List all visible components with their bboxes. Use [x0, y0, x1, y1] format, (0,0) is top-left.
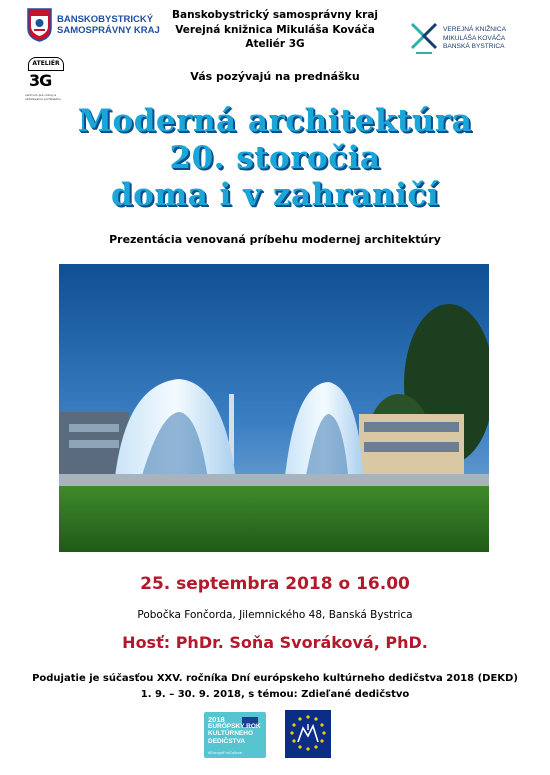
- atelier-caption: centrum pre rozvoj a vzdelávanie architektov: [25, 93, 61, 101]
- invitation-text: Vás pozývajú na prednášku: [190, 70, 360, 83]
- title-line-2: 20. storočia: [169, 140, 381, 176]
- ehr-line-1: EURÓPSKY ROK: [208, 723, 261, 731]
- lecture-title: [0, 103, 550, 214]
- org-line-3: Ateliér 3G: [245, 38, 305, 50]
- architecture-photo: [59, 264, 489, 552]
- library-logo-icon: [410, 20, 438, 56]
- title-line-3: doma i v zahraničí: [110, 177, 440, 213]
- organizers: [150, 8, 400, 52]
- org-line-1: Banskobystrický samosprávny kraj: [171, 9, 379, 21]
- ehr-line-3: DEDIČSTVA: [208, 737, 246, 745]
- ehr-year: 2018: [208, 715, 225, 724]
- bbsk-line-1: BANSKOBYSTRICKÝ: [57, 14, 154, 25]
- vkmk-line-3: BANSKÁ BYSTRICA: [443, 43, 505, 50]
- footer-note: Podujatie je súčasťou XXV. ročníka Dní európskeho kultúrneho dedičstva 2018 (DEKD): [32, 673, 518, 684]
- ehr-hashtag: #EuropeForCulture: [208, 750, 243, 755]
- subtitle: Prezentácia venovaná príbehu modernej architektúry: [109, 233, 441, 246]
- vkmk-line-1: VEREJNÁ KNIŽNICA: [443, 26, 507, 33]
- european-year-heritage-logo: [204, 712, 266, 758]
- atelier-3g-text: 3G: [29, 71, 52, 90]
- vkmk-line-2: MIKULÁŠA KOVÁČA: [443, 34, 506, 42]
- event-date: 25. septembra 2018 o 16.00: [140, 574, 410, 594]
- dekd-logo-icon: [285, 710, 331, 758]
- footer-dates: 1. 9. – 30. 9. 2018, s témou: Zdieľané dedičstvo: [140, 689, 410, 700]
- event-guest: Hosť: PhDr. Soňa Svoráková, PhD.: [122, 633, 428, 652]
- vkmk-logo: [410, 20, 550, 56]
- crest-icon: [27, 8, 52, 42]
- bbsk-line-2: SAMOSPRÁVNY KRAJ: [57, 25, 160, 36]
- org-line-2: Verejná knižnica Mikuláša Kováča: [175, 23, 375, 36]
- ehr-line-2: KULTÚRNEHO: [208, 730, 254, 738]
- event-venue: Pobočka Fončorda, Jilemnického 48, Banská Bystrica: [137, 609, 413, 621]
- atelier-top-text: ATELIÉR: [28, 57, 64, 71]
- title-line-1: Moderná architektúra: [77, 103, 473, 139]
